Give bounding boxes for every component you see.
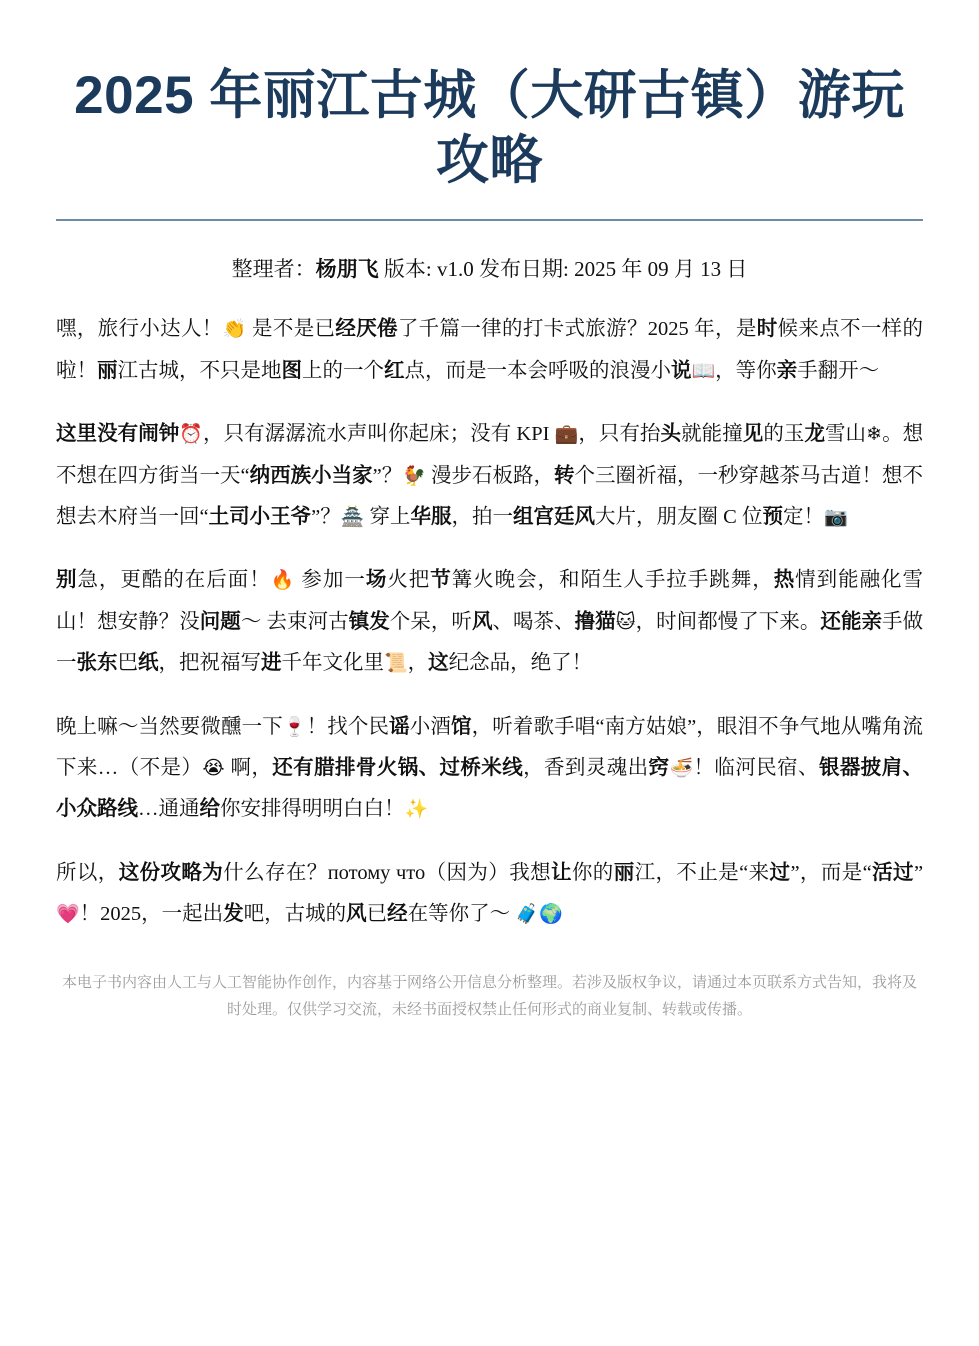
document-meta: [56, 253, 923, 283]
text-run: ”: [913, 861, 924, 884]
emoji-icon: 🐓: [402, 464, 426, 487]
text-run: 丽: [613, 861, 635, 884]
text-run: 经: [387, 903, 408, 926]
text-run: ，只有潺潺流水声叫你起床；没有 KPI: [203, 423, 555, 446]
text-run: 问题: [199, 610, 241, 633]
emoji-icon: ⏰: [179, 423, 204, 446]
text-run: 银器披肩、小众路线: [56, 756, 924, 821]
text-run: 火把: [387, 569, 431, 592]
emoji-icon: ✨: [404, 798, 429, 821]
text-run: 谣: [389, 715, 410, 738]
text-run: 进: [261, 652, 282, 675]
body-paragraph: [56, 414, 923, 538]
text-run: 个呆，听: [389, 610, 472, 633]
text-run: …通通: [138, 798, 200, 821]
copyright-note: 本电子书内容由人工与人工智能协作创作，内容基于网络公开信息分析整理。若涉及版权争议，请通过本页联系方式告知，我将及时处理。仅供学习交流，未经书面授权禁止任何形式的商业复制、转载或传播。: [61, 974, 917, 1019]
text-run: ！临河民宿、: [693, 756, 819, 779]
text-run: 你安排得明明白白！: [220, 798, 405, 821]
body-paragraph: [56, 309, 923, 392]
text-run: 节: [430, 569, 452, 592]
text-run: 篝火晚会，和陌生人手拉手跳舞，: [451, 569, 774, 592]
text-run: 亲: [776, 359, 798, 382]
text-run: 给: [199, 798, 220, 821]
text-run: 撸猫: [574, 610, 616, 633]
text-run: 这: [428, 652, 449, 675]
text-run: 发: [223, 903, 244, 926]
text-run: 点，而是一本会呼吸的浪漫小: [404, 359, 671, 382]
text-run: 见: [742, 423, 764, 446]
text-run: ”，而是“: [790, 861, 872, 884]
text-run: 手翻开～: [797, 359, 880, 382]
text-run: 千年文化里: [281, 652, 384, 675]
text-run: 情到能融化雪山！想安静？没: [56, 569, 924, 633]
text-run: 过: [769, 861, 791, 884]
text-run: 雪山: [825, 423, 867, 446]
text-run: 土司小王爷: [208, 505, 312, 528]
text-run: 已: [366, 903, 388, 926]
text-run: 你的: [571, 861, 614, 884]
text-run: 晚上嘛～当然要微醺一下: [56, 715, 283, 738]
text-run: 急，更酷的在后面！: [77, 569, 271, 592]
text-run: 经厌倦: [335, 318, 398, 341]
text-run: 巴: [117, 652, 138, 675]
emoji-icon: ❄: [866, 423, 883, 446]
emoji-icon: 💗: [56, 903, 80, 926]
text-run: 的玉: [763, 423, 805, 446]
text-run: ，等你: [715, 359, 777, 382]
text-run: 了千篇一律的打卡式旅游？2025 年，是: [397, 318, 757, 341]
text-run: 红: [384, 359, 405, 382]
emoji-icon: 😭: [202, 756, 225, 779]
text-run: 纪念品，绝了！: [448, 652, 593, 675]
meta-compiler-name: 杨朋飞: [315, 257, 379, 282]
text-run: 吧，古城的: [243, 903, 347, 926]
emoji-icon: 🌍: [538, 903, 563, 926]
text-run: 馆: [451, 715, 472, 738]
emoji-icon: 💼: [554, 423, 579, 446]
page-title: 2025 年丽江古城（大研古镇）游玩攻略: [74, 66, 905, 190]
emoji-icon: 🏯: [340, 505, 365, 528]
text-run: ，把祝福写: [158, 652, 261, 675]
text-run: 预: [762, 505, 783, 528]
text-run: 组宫廷风: [513, 505, 596, 528]
document-body: [56, 309, 923, 935]
text-run: 华服: [410, 505, 452, 528]
title-divider: [56, 219, 923, 221]
meta-compiler-label: 整理者：: [231, 257, 316, 282]
text-run: ！找个民: [306, 715, 390, 738]
text-run: 嘿，旅行小达人！: [56, 318, 223, 341]
text-run: 参加一: [295, 569, 366, 592]
text-run: 转: [554, 464, 575, 487]
text-run: ，拍一: [451, 505, 514, 528]
meta-date: 发布日期: 2025 年 09 月 13 日: [479, 257, 748, 282]
text-run: 什么存在？: [223, 861, 328, 884]
text-run: 时: [756, 318, 778, 341]
text-run: ，: [407, 652, 429, 675]
text-run: 。想不想在四方街当一天“: [56, 423, 924, 487]
text-run: 定！: [782, 505, 824, 528]
text-run: 江古城，不只是地: [117, 359, 282, 382]
emoji-icon: 🍜: [669, 756, 694, 779]
text-run: 就能撞: [681, 423, 743, 446]
emoji-icon: 📷: [823, 505, 848, 528]
text-run: 张东: [76, 652, 118, 675]
text-run: 小酒: [409, 715, 451, 738]
text-run: 纳西族小当家: [249, 464, 373, 487]
text-run: 活过: [871, 861, 914, 884]
emoji-icon: 🔥: [270, 569, 296, 592]
text-run: 说: [671, 359, 692, 382]
emoji-icon: 👏: [222, 318, 247, 341]
text-run: 龙: [804, 423, 825, 446]
text-run: 手做一: [56, 610, 924, 675]
text-run: 、喝茶、: [492, 610, 575, 633]
text-run: 上的一个: [302, 359, 384, 382]
text-run: 窍: [648, 756, 670, 779]
text-run: ”？: [311, 505, 341, 528]
emoji-icon: 🧳: [515, 903, 539, 926]
text-run: 江，不止是“来: [634, 861, 770, 884]
text-run: 丽: [97, 359, 118, 382]
emoji-icon: 🍷: [282, 715, 307, 738]
text-run: 头: [660, 423, 682, 446]
text-run: 风: [471, 610, 493, 633]
text-run: ”？: [372, 464, 403, 487]
text-run: ，听着歌手唱“南方姑娘”，眼泪不争气地从嘴角流下来…（不是）: [56, 715, 924, 779]
text-run: 让: [551, 861, 572, 884]
text-run: 穿上: [364, 505, 411, 528]
body-paragraph: [56, 853, 923, 936]
text-run: 所以，: [56, 861, 119, 884]
meta-version: 版本: v1.0: [378, 257, 479, 282]
text-run: 候来点不一样的啦！: [56, 318, 924, 382]
text-run: 别: [56, 569, 78, 592]
emoji-icon: 📜: [384, 652, 408, 675]
text-run: 闹钟: [138, 423, 180, 446]
text-run: 还有腊排骨火锅、过桥米线: [272, 756, 524, 779]
body-paragraph: [56, 560, 923, 684]
body-paragraph: [56, 707, 923, 831]
emoji-icon: 📖: [691, 359, 716, 382]
text-run: 这份攻略为: [118, 861, 224, 884]
text-run: 图: [281, 359, 302, 382]
text-run: ，时间都慢了下来。: [635, 610, 821, 633]
text-run: 个三圈祈福，一秒穿越茶马古道！想不想去木府当一回“: [56, 464, 924, 528]
text-run: ～ 去束河古: [240, 610, 349, 633]
text-run: 风: [346, 903, 367, 926]
text-run: ，只有抬: [578, 423, 661, 446]
text-run: （因为）我想: [425, 861, 551, 884]
text-run: ！2025，一起出: [79, 903, 224, 926]
text-run: 漫步石板路，: [425, 464, 555, 487]
text-run: 纸: [138, 652, 159, 675]
text-run: ，香到灵魂出: [523, 756, 649, 779]
text-run: 镇发: [348, 610, 390, 633]
text-run: 这里没有: [56, 423, 139, 446]
text-run: потому что: [327, 861, 426, 884]
text-run: 是不是已: [246, 318, 336, 341]
text-run: 场: [365, 569, 388, 592]
text-run: 啊，: [224, 756, 273, 779]
text-run: 大片，朋友圈 C 位: [595, 505, 763, 528]
emoji-icon: 🐱: [615, 610, 636, 633]
text-run: 还能亲: [820, 610, 883, 633]
text-run: 在等你了～: [407, 903, 516, 926]
text-run: 热: [773, 569, 796, 592]
